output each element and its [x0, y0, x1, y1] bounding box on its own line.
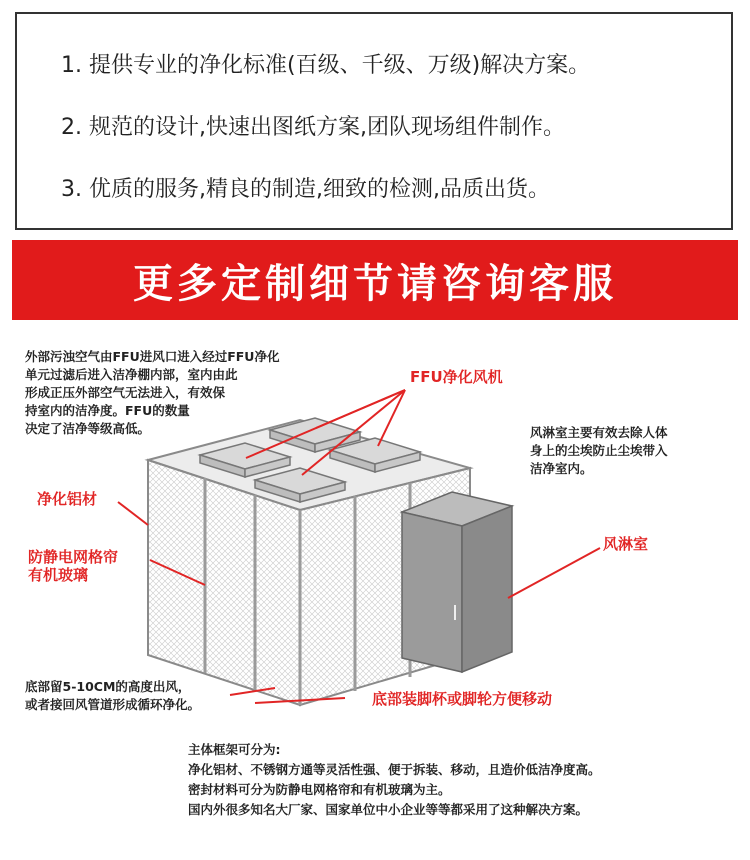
consult-banner: 更多定制细节请咨询客服: [12, 240, 738, 320]
feature-line-1: 1. 提供专业的净化标准(百级、千级、万级)解决方案。: [61, 53, 591, 78]
feature-line-2: 2. 规范的设计,快速出图纸方案,团队现场组件制作。: [61, 115, 565, 140]
ffu-label: FFU净化风机: [410, 368, 503, 386]
air-shower-label: 风淋室: [603, 535, 649, 553]
cleanroom-diagram: [0, 320, 750, 740]
notes-line-3: 国内外很多知名大厂家、国家单位中小企业等等都采用了这种解决方案。: [188, 802, 589, 817]
air-shower-description: 风淋室主要有效去除人体 身上的尘埃防止尘埃带入 洁净室内。: [530, 425, 668, 476]
feature-line-3: 3. 优质的服务,精良的制造,细致的检测,品质出货。: [61, 177, 550, 202]
frame-label: 净化铝材: [37, 490, 98, 508]
notes-line-2: 密封材料可分为防静电网格帘和有机玻璃为主。: [188, 782, 451, 797]
curtain-label: 防静电网格帘 有机玻璃: [28, 548, 119, 584]
frame-notes: [188, 740, 748, 820]
ffu-description: 外部污浊空气由FFU进风口进入经过FFU净化 单元过滤后进入洁净棚内部，室内由此 形成正压外部空气无法进入，有效保 持室内的洁净度。FFU的数量 决定了洁净等级高低。: [25, 349, 280, 436]
feet-label: 底部装脚杯或脚轮方便移动: [372, 690, 553, 708]
notes-title: 主体框架可分为:: [188, 742, 281, 757]
air-shower-front: [462, 506, 512, 672]
air-shower-side: [402, 512, 462, 672]
features-box: [15, 12, 733, 230]
notes-line-1: 净化铝材、不锈钢方通等灵活性强、便于拆装、移动，且造价低洁净度高。: [188, 762, 601, 777]
bottom-gap-description: 底部留5-10CM的高度出风， 或者接回风管道形成循环净化。: [25, 679, 201, 712]
